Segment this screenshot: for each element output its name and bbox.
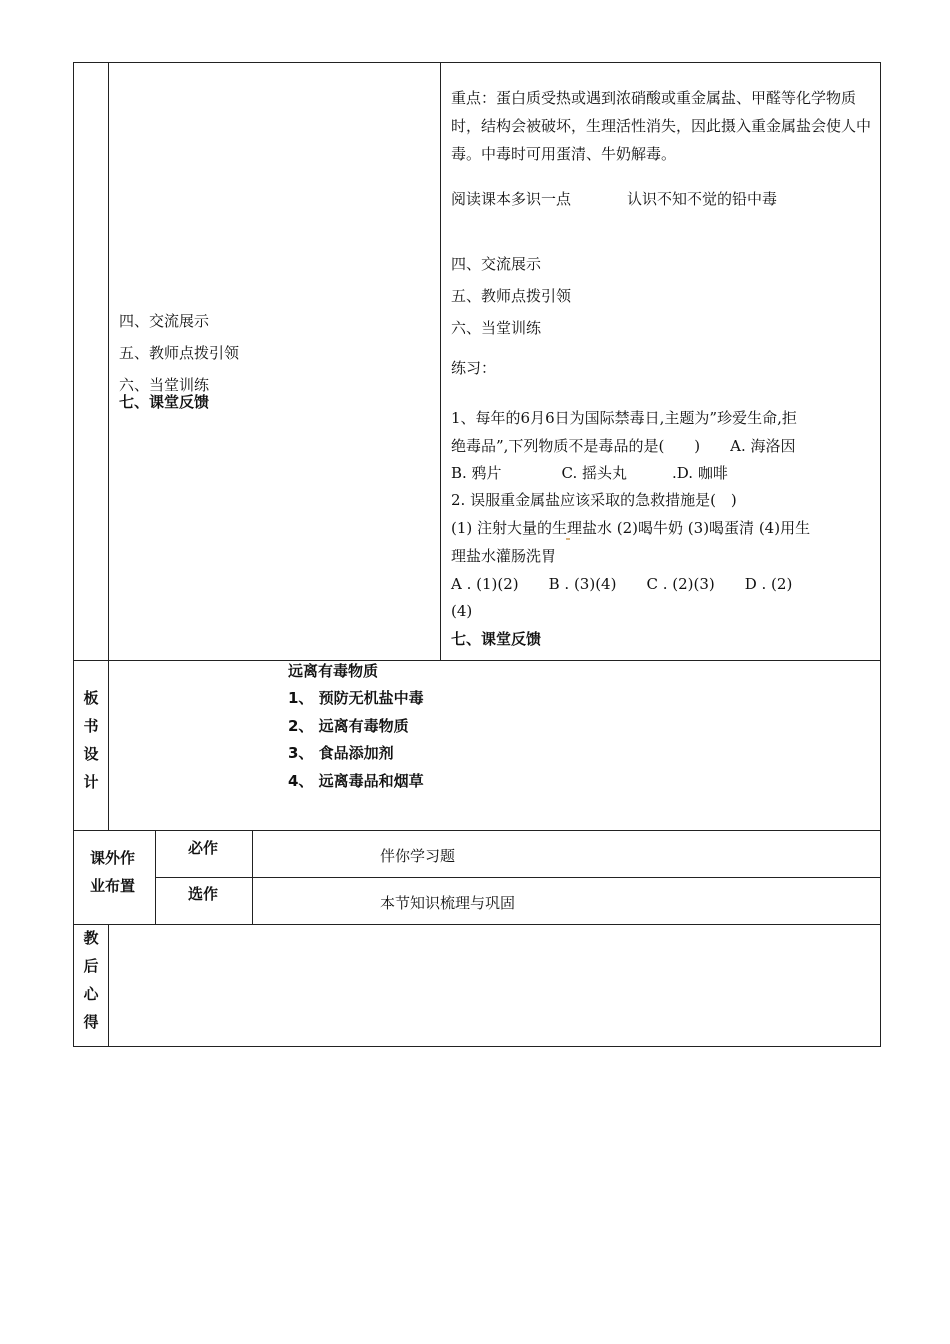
right-item-teacher-guide: 五、教师点拨引领 (451, 287, 572, 305)
reflection-label (80, 924, 102, 1036)
board-item: 3、 食品添加剂 (288, 744, 394, 762)
board-item: 2、 远离有毒物质 (288, 717, 409, 735)
table-divider (73, 830, 881, 831)
homework-label-line-2: 业布置 (90, 877, 136, 895)
homework-label-line-1: 课外作 (90, 849, 136, 867)
table-divider (108, 62, 109, 830)
left-item-exchange: 四、交流展示 (119, 312, 210, 330)
table-divider (252, 830, 253, 924)
table-left-border (73, 62, 74, 1047)
table-top-border (73, 62, 881, 63)
reading-note-b: 认识不知不觉的铅中毒 (627, 190, 778, 208)
left-item-practice: 六、当堂训练 (119, 376, 210, 394)
question-2-answers-line-1: A . (1)(2) B . (3)(4) C . (2)(3) D . (2) (451, 575, 793, 593)
board-item: 4、 远离毒品和烟草 (288, 772, 424, 790)
ink-mark (566, 538, 570, 540)
reflection-label-char: 后 (83, 957, 99, 975)
table-divider (108, 924, 109, 1046)
key-point-text: 重点：蛋白质受热或遇到浓硝酸或重金属盐、甲醛等化学物质时，结构会被破坏，生理活性消失，因此摄入重金属盐会使人中毒。中毒时可用蛋清、牛奶解毒。 (451, 89, 872, 163)
question-2-answers-line-2: (4) (451, 602, 473, 620)
board-label-char: 书 (83, 717, 99, 735)
practice-label: 练习： (451, 359, 497, 377)
table-divider (73, 660, 881, 661)
table-divider (440, 62, 441, 660)
question-1-line-3: B. 鸦片 C. 摇头丸 .D. 咖啡 (451, 464, 728, 482)
question-1-line-1: 1、每年的6月6日为国际禁毒日,主题为”珍爱生命,拒 (451, 409, 797, 427)
question-2-stem: 2. 误服重金属盐应该采取的急救措施是( ) (451, 491, 737, 509)
board-label-char: 板 (83, 689, 99, 707)
reading-note-a: 阅读课本多识一点 (451, 190, 572, 208)
board-label-char: 计 (83, 773, 99, 791)
board-label-char: 设 (83, 745, 99, 763)
right-item-exchange: 四、交流展示 (451, 255, 542, 273)
right-item-feedback: 七、课堂反馈 (451, 630, 542, 648)
reflection-label-char: 心 (83, 985, 99, 1003)
board-design-label (80, 684, 102, 796)
left-item-teacher-guide: 五、教师点拨引领 (119, 344, 240, 362)
optional-label: 选作 (188, 885, 219, 903)
reflection-label-char: 得 (83, 1013, 99, 1031)
table-divider (155, 877, 881, 878)
optional-value: 本节知识梳理与巩固 (380, 894, 516, 912)
required-value: 伴你学习题 (380, 847, 456, 865)
table-divider (73, 924, 881, 925)
required-label: 必作 (188, 839, 219, 857)
board-title: 远离有毒物质 (288, 662, 379, 680)
question-1-line-2: 绝毒品”,下列物质不是毒品的是( ) A. 海洛因 (451, 437, 796, 455)
table-bottom-border (73, 1046, 881, 1047)
question-2-options-line-2: 理盐水灌肠洗胃 (451, 547, 557, 565)
table-right-border (880, 62, 881, 1047)
table-divider (155, 830, 156, 924)
left-item-feedback: 七、课堂反馈 (119, 393, 210, 411)
right-item-practice: 六、当堂训练 (451, 319, 542, 337)
board-item: 1、 预防无机盐中毒 (288, 689, 424, 707)
reflection-label-char: 教 (83, 929, 99, 947)
question-2-options-line-1: (1) 注射大量的生理盐水 (2)喝牛奶 (3)喝蛋清 (4)用生 (451, 519, 811, 537)
